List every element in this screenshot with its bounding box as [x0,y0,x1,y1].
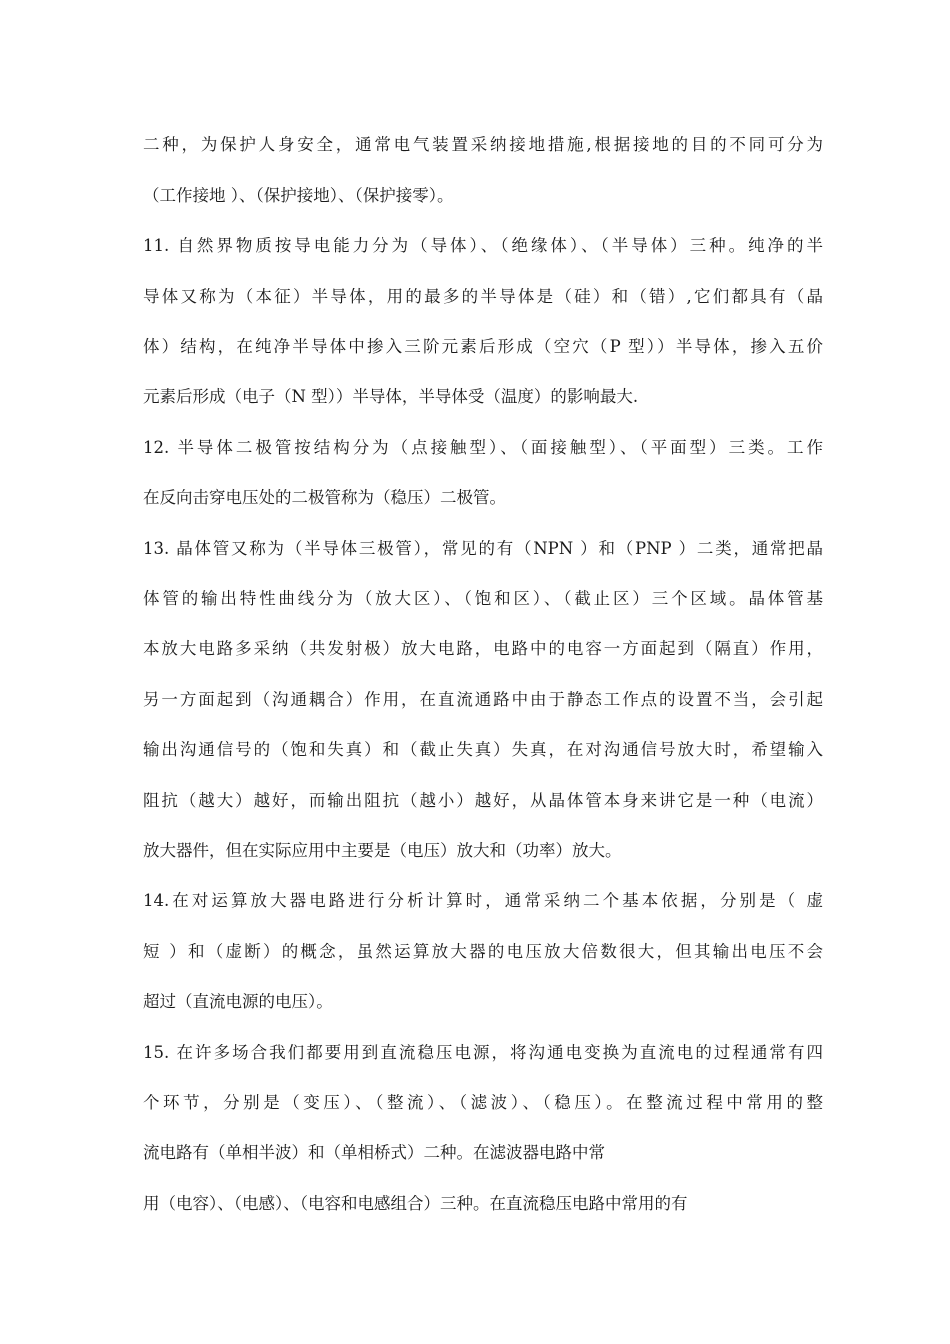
text-line: （工作接地 ）、（保护接地）、（保护接零）。 [143,186,454,205]
text-line: 元素后形成（电子（N 型））半导体，半导体受（温度）的影响最大. [143,387,639,406]
text-line: 体管的输出特性曲线分为（放大区）、（饱和区）、（截止区）三个区域。晶体管基 [143,589,823,608]
text-line: 体）结构，在纯净半导体中掺入三阶元素后形成（空穴（P 型））半导体，掺入五价 [143,337,823,356]
text-line: 流电路有（单相半波）和（单相桥式）二种。在滤波器电路中常 [143,1143,605,1162]
text-line: 14.在对运算放大器电路进行分析计算时，通常采纳二个基本依据，分别是（ 虚 [143,891,823,910]
text-line: 另一方面起到（沟通耦合）作用，在直流通路中由于静态工作点的设置不当，会引起 [143,690,823,709]
text-line: 个环节，分别是（变压）、（整流）、（滤波）、（稳压）。在整流过程中常用的整 [143,1093,823,1112]
text-line: 输出沟通信号的（饱和失真）和（截止失真）失真，在对沟通信号放大时，希望输入 [143,740,823,759]
text-line: 本放大电路多采纳（共发射极）放大电路，电路中的电容一方面起到（隔直）作用， [143,639,823,658]
text-line: 二种，为保护人身安全，通常电气装置采纳接地措施,根据接地的目的不同可分为 [143,135,823,154]
text-line: 在反向击穿电压处的二极管称为（稳压）二极管。 [143,488,506,507]
text-line: 放大器件，但在实际应用中主要是（电压）放大和（功率）放大。 [143,841,622,860]
text-line: 15. 在许多场合我们都要用到直流稳压电源，将沟通电变换为直流电的过程通常有四 [143,1043,823,1062]
text-line: 用（电容）、（电感）、（电容和电感组合）三种。在直流稳压电路中常用的有 [143,1194,688,1213]
text-line: 阻抗（越大）越好，而输出阻抗（越小）越好，从晶体管本身来讲它是一种（电流） [143,791,823,810]
text-line: 11. 自然界物质按导电能力分为（导体）、（绝缘体）、（半导体）三种。纯净的半 [143,236,823,255]
text-line: 12. 半导体二极管按结构分为（点接触型）、（面接触型）、（平面型）三类。工作 [143,438,823,457]
text-line: 导体又称为（本征）半导体，用的最多的半导体是（硅）和（错）,它们都具有（晶 [143,287,823,306]
text-line: 短 ）和（虚断）的概念，虽然运算放大器的电压放大倍数很大，但其输出电压不会 [143,942,823,961]
text-line: 超过（直流电源的电压）。 [143,992,333,1011]
text-line: 13. 晶体管又称为（半导体三极管），常见的有（NPN ）和（PNP ）二类，通常把晶 [143,539,823,558]
